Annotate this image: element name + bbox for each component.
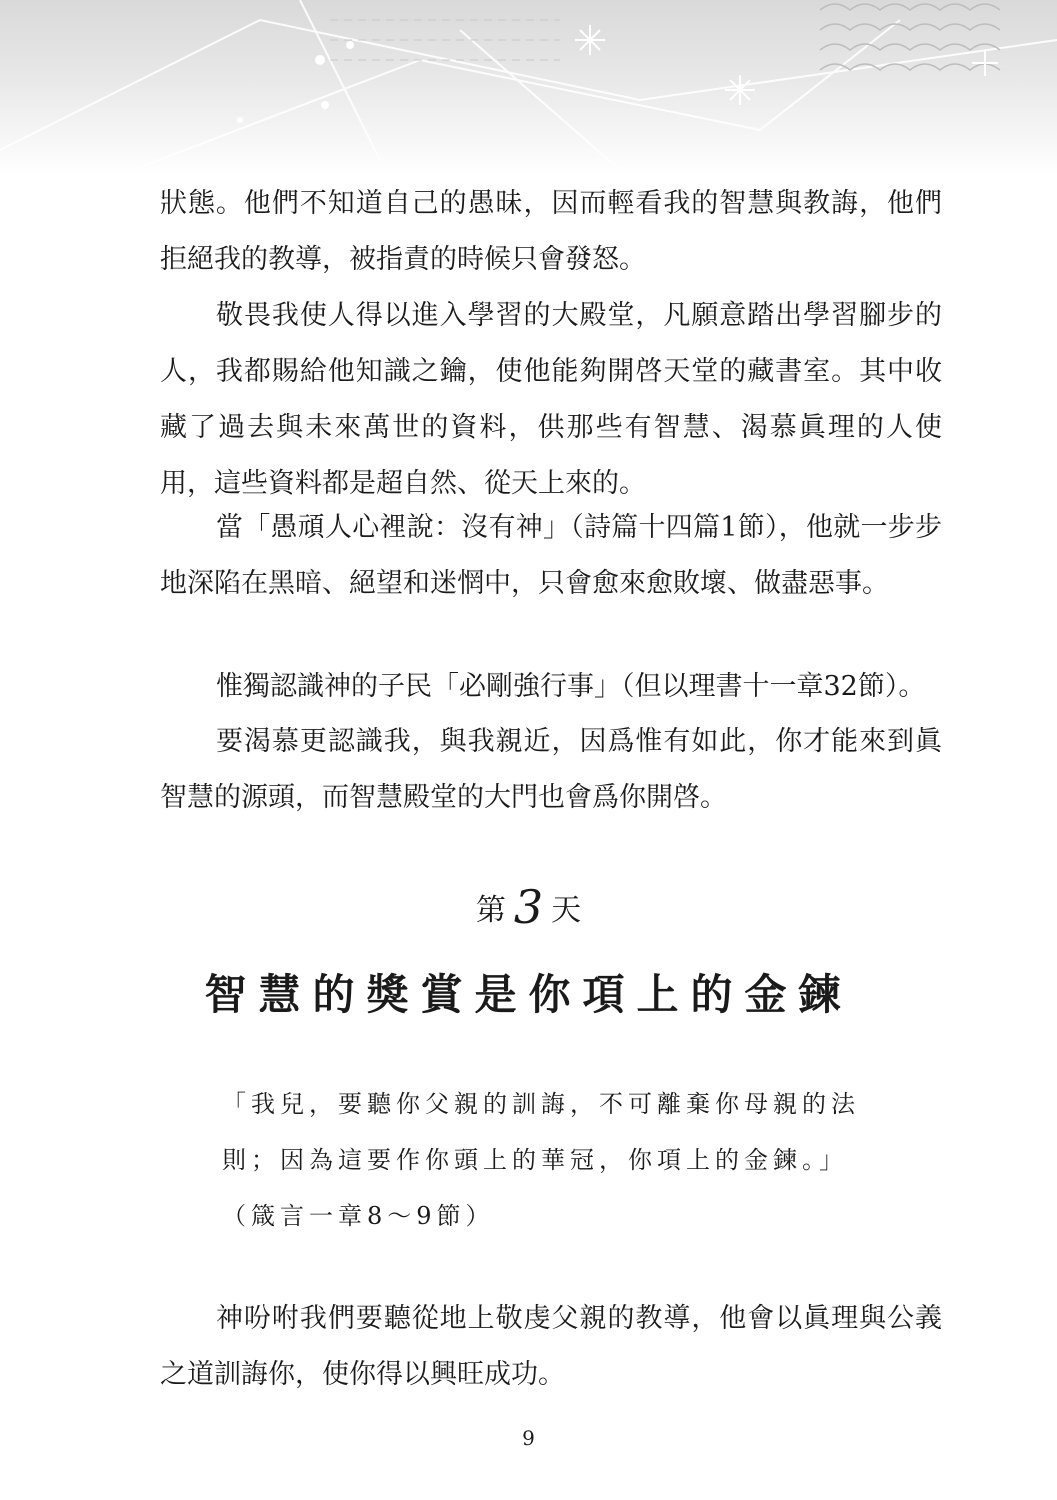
paragraph-4: 惟獨認識神的子民「必剛強行事」（但以理書十一章32節）。	[216, 671, 926, 702]
quote-reference: （箴言一章8～9節）	[222, 1202, 495, 1230]
paragraph-2: 敬畏我使人得以進入學習的大殿堂，凡願意踏出學習腳步的人，我都賜給他知識之鑰，使他能夠開啓天堂的藏書室。其中收藏了過去與未來萬世的資料，供那些有智慧、渴慕眞理的人使用，這些資料都是超自然、從天上來的。	[160, 300, 942, 499]
decorative-pattern-icon	[0, 0, 1057, 175]
quote-line-2: 則；因為這要作你頭上的華冠，你項上的金鍊。」	[222, 1146, 848, 1174]
day-number: 3	[513, 880, 544, 934]
closing-paragraph: 神吩咐我們要聽從地上敬虔父親的教導，他會以眞理與公義之道訓誨你，使你得以興旺成功。	[160, 1303, 942, 1390]
page-number: 9	[522, 1426, 535, 1450]
day-prefix: 第	[475, 893, 506, 928]
quote-line-1: 「我兒，要聽你父親的訓誨，不可離棄你母親的法	[222, 1090, 860, 1118]
chapter-title: 智慧的獎賞是你項上的金鍊	[204, 970, 853, 1019]
day-heading	[0, 880, 1057, 934]
day-suffix: 天	[551, 893, 582, 928]
paragraph-3: 當「愚頑人心裡說：沒有神」（詩篇十四篇1節），他就一步步地深陷在黑暗、絕望和迷惘中，只會愈來愈敗壞、做盡惡事。	[160, 512, 942, 599]
paragraph-5: 要渴慕更認識我，與我親近，因爲惟有如此，你才能來到眞智慧的源頭，而智慧殿堂的大門也會爲你開啓。	[160, 726, 942, 813]
header-decoration	[0, 0, 1057, 175]
scripture-quote	[222, 1076, 922, 1244]
paragraph-1: 狀態。他們不知道自己的愚昧，因而輕看我的智慧與教誨，他們拒絕我的教導，被指責的時候只會發怒。	[160, 188, 942, 275]
